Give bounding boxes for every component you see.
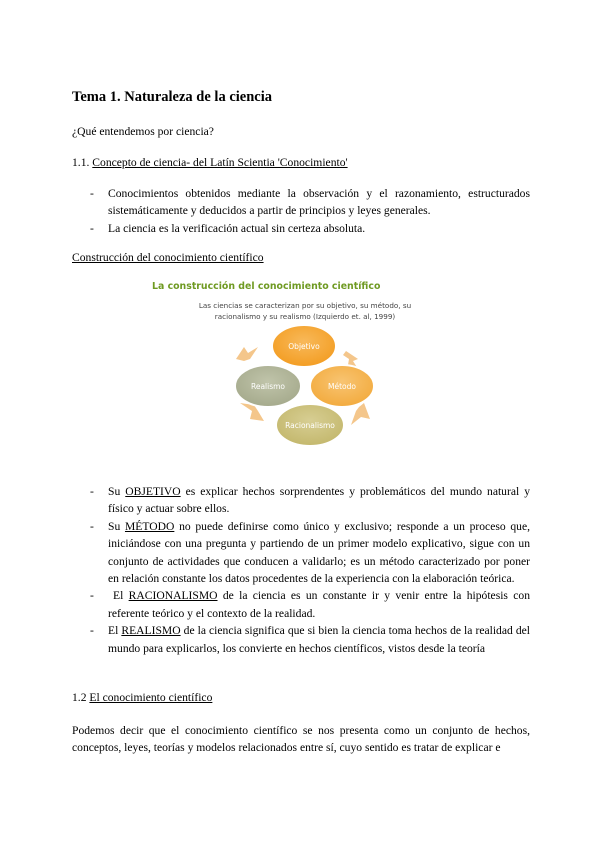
question-line: ¿Qué entendemos por ciencia? [72, 125, 214, 138]
bullet-term: REALISMO [121, 624, 181, 638]
section-1-1-number: 1.1. [72, 156, 93, 169]
bullet-term: OBJETIVO [125, 485, 181, 498]
section-1-2-paragraph: Podemos decir que el conocimiento científico se nos presenta como un conjunto de hechos, conceptos, leyes, teorías y modelos relacionados entre sí, cuyo sentido es tratar de explicar e [72, 724, 530, 755]
bullet-post: de la ciencia es un constante ir y venir entre la hipótesis con referente teórico y el contexto de la realidad. [108, 589, 531, 620]
list-item [72, 587, 530, 622]
bullet-text: Conocimientos obtenidos mediante la observación y el razonamiento, estructurados sistemáticamente y deducidos a partir de principios y leyes generales. [108, 187, 530, 218]
list-item [72, 185, 530, 220]
section-1-1-heading [72, 154, 348, 171]
bullet-pre: El [113, 589, 129, 603]
bullet-term: RACIONALISMO [128, 589, 218, 603]
bullet-term: MÉTODO [124, 519, 175, 533]
bullet-pre: El [108, 624, 122, 638]
list-item [72, 622, 530, 657]
cycle-diagram [146, 279, 448, 475]
bullet-post: de la ciencia significa que si bien la ciencia toma hechos de la realidad del mundo para explicarlos, los convierte en hechos científicos, vistos desde la teoría [108, 624, 530, 655]
bullet-dash: - [90, 519, 94, 533]
section-1-2-number: 1.2 [72, 691, 90, 704]
page-title: Tema 1. Naturaleza de la ciencia [72, 89, 273, 105]
definition-bullet-list [72, 185, 530, 237]
node-metodo [310, 365, 374, 407]
bullet-text: La ciencia es la verificación actual sin certeza absoluta. [108, 221, 366, 235]
node-realismo-label: Realismo [250, 382, 286, 391]
list-item [72, 518, 530, 588]
node-realismo [235, 365, 301, 407]
bullet-post: es explicar hechos sorprendentes y problemáticos del mundo natural y físico y actuar sobre ellos. [108, 485, 530, 516]
section-1-2-title: El conocimiento científico [89, 691, 213, 704]
bullet-pre: Su [108, 485, 126, 498]
bullet-dash: - [90, 187, 94, 200]
list-item [72, 483, 530, 518]
figure-subtitle: Las ciencias se caracterizan por su objetivo, su método, su racionalismo y su realismo (Izquierdo et. al, 1999) [198, 301, 412, 321]
node-objetivo [272, 325, 336, 367]
bullet-post: no puede definirse como único y exclusivo; responde a un proceso que, iniciándose con una pregunta y partiendo de un primer modelo explicativo, sigue con un conjunto de actividades que conducen a validarlo; es un método caracterizado por poner en relación constante los datos procedentes de la experiencia con la elaboración teórica. [108, 519, 530, 586]
arrow-realismo-objetivo [236, 347, 258, 361]
list-item [72, 220, 530, 237]
bullet-dash: - [90, 589, 94, 603]
construccion-heading: Construcción del conocimiento científico [72, 251, 264, 264]
node-racionalismo-label: Racionalismo [285, 421, 335, 430]
bullet-dash: - [90, 624, 94, 638]
section-1-1-title: Concepto de ciencia- del Latín Scientia 'Conocimiento' [92, 156, 348, 169]
figure-title: La construcción del conocimiento científico [152, 281, 381, 292]
bullet-dash: - [90, 485, 94, 498]
section-1-2-heading [72, 689, 212, 706]
characteristics-bullet-list [72, 483, 530, 657]
node-metodo-label: Método [328, 382, 356, 391]
bullet-dash: - [90, 221, 94, 235]
cycle-diagram-figure [146, 279, 448, 475]
node-objetivo-label: Objetivo [288, 342, 320, 351]
node-racionalismo [276, 404, 344, 446]
bullet-pre: Su [108, 519, 125, 533]
